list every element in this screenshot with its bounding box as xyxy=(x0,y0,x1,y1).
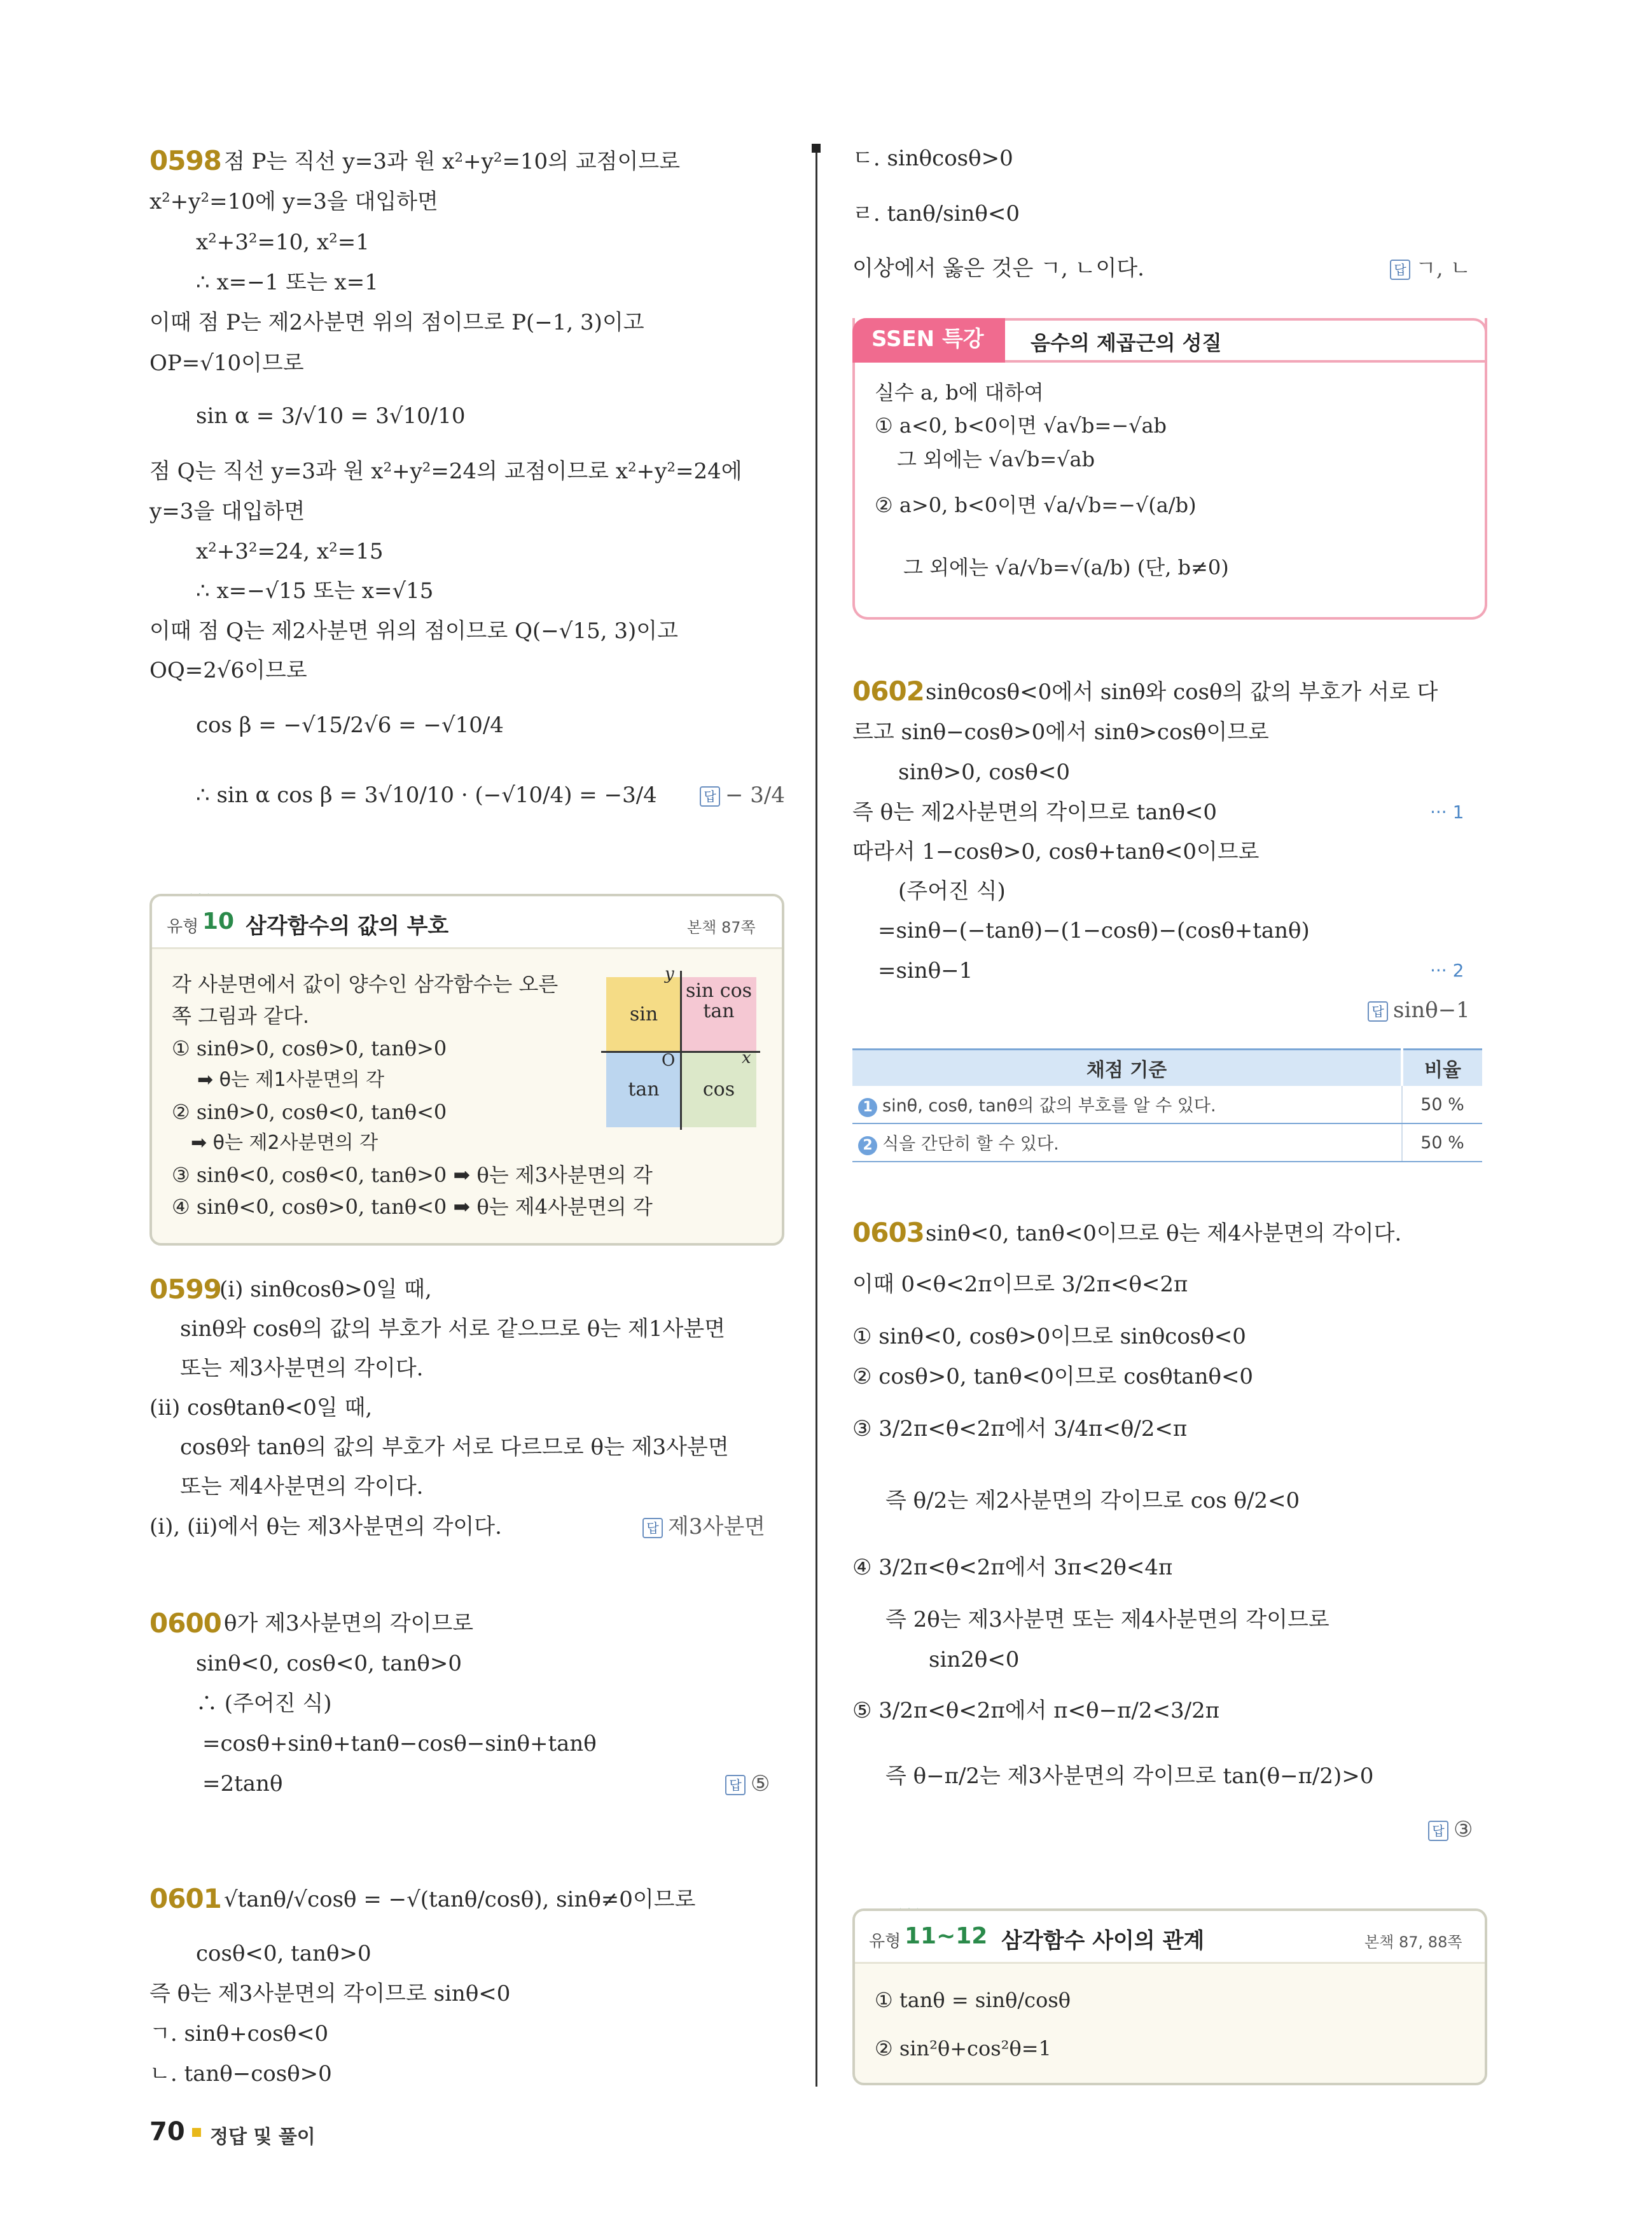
ssen-title: 음수의 제곱근의 성질 xyxy=(1031,331,1222,355)
type-ref: 본책 87, 88쪽 xyxy=(1364,1933,1462,1951)
formula-line: sin α = 3/√10 = 3√10/10 xyxy=(196,403,466,429)
problem-number: 0603 xyxy=(852,1217,924,1248)
problem-number: 0599 xyxy=(149,1274,221,1305)
y-axis-label: y xyxy=(665,964,674,983)
answer-value: 제3사분면 xyxy=(668,1514,766,1539)
text-line: x²+y²=10에 y=3을 대입하면 xyxy=(149,189,438,214)
text-line: 그 외에는 √a√b=√ab xyxy=(897,447,1095,471)
text-line: ➡ θ는 제2사분면의 각 xyxy=(191,1132,378,1154)
answer xyxy=(1428,1814,1473,1845)
text-line: θ가 제3사분면의 각이므로 xyxy=(224,1611,474,1636)
answer-icon: 답 xyxy=(642,1518,663,1538)
text-line: =2tanθ xyxy=(202,1771,283,1797)
table-cell xyxy=(852,1086,1402,1123)
type-tag: 유형 xyxy=(869,1932,901,1951)
text-line: ㄴ. tanθ−cosθ>0 xyxy=(149,2061,332,2087)
grading-table xyxy=(852,1048,1482,1162)
text-line: (i), (ii)에서 θ는 제3사분면의 각이다. xyxy=(149,1514,502,1539)
text-line: OQ=2√6이므로 xyxy=(149,658,307,683)
x-axis-label: x xyxy=(742,1048,751,1067)
step-2-icon: 2 xyxy=(858,1136,877,1155)
answer-value: sinθ−1 xyxy=(1393,997,1470,1023)
text-line: 점 Q는 직선 y=3과 원 x²+y²=24의 교점이므로 x²+y²=24에 xyxy=(149,459,742,484)
answer-icon: 답 xyxy=(1428,1821,1448,1841)
formula-line: ㄹ. tanθ/sinθ<0 xyxy=(852,201,1020,226)
type-number: 11~12 xyxy=(905,1923,988,1949)
text-line: ∴ x=−1 또는 x=1 xyxy=(196,270,378,295)
text-line: x²+3²=24, x²=15 xyxy=(196,539,384,564)
text-line: ② cosθ>0, tanθ<0이므로 cosθtanθ<0 xyxy=(852,1364,1254,1389)
answer xyxy=(700,780,785,810)
type-number: 10 xyxy=(202,908,235,935)
formula-line: ④ 3/2π<θ<2π에서 3π<2θ<4π xyxy=(852,1555,1173,1580)
answer xyxy=(1390,253,1471,284)
formula-line: 즉 θ−π/2는 제3사분면의 각이므로 tan(θ−π/2)>0 xyxy=(885,1763,1374,1789)
formula-line: ⑤ 3/2π<θ<2π에서 π<θ−π/2<3/2π xyxy=(852,1698,1220,1723)
text-line: sinθ<0, cosθ<0, tanθ>0 xyxy=(196,1651,462,1676)
formula-line: ∴ sin α cos β = 3√10/10 · (−√10/4) = −3/4 xyxy=(196,782,657,808)
quadrant-1: sin cos tan xyxy=(681,977,756,1052)
text-line: 이상에서 옳은 것은 ㄱ, ㄴ이다. xyxy=(852,256,1144,281)
text-line: 그 외에는 √a/√b=√(a/b) (단, b≠0) xyxy=(903,555,1229,580)
text-line: 즉 2θ는 제3사분면 또는 제4사분면의 각이므로 xyxy=(885,1607,1329,1632)
text-line: 또는 제4사분면의 각이다. xyxy=(180,1474,424,1499)
formula-line: 이때 0<θ<2π이므로 3/2π<θ<2π xyxy=(852,1272,1188,1297)
answer-icon: 답 xyxy=(700,786,720,807)
answer xyxy=(642,1512,765,1542)
criterion-label: sinθ, cosθ, tanθ의 값의 부호를 알 수 있다. xyxy=(882,1096,1216,1116)
quadrant-3: tan xyxy=(606,1052,681,1127)
step-mark-1: ··· 1 xyxy=(1430,802,1464,823)
text-line: (ii) cosθtanθ<0일 때, xyxy=(149,1395,373,1421)
text-line: ② a>0, b<0이면 √a/√b=−√(a/b) xyxy=(875,493,1197,517)
text-line: sin2θ<0 xyxy=(929,1647,1020,1672)
type-title: 삼각함수의 값의 부호 xyxy=(246,914,449,939)
answer-value: ③ xyxy=(1454,1817,1473,1842)
step-mark-2: ··· 2 xyxy=(1430,960,1464,981)
text-line: 즉 θ는 제2사분면의 각이므로 tanθ<0 xyxy=(852,800,1218,825)
text-line: =sinθ−1 xyxy=(878,958,973,983)
criterion-label: 식을 간단히 할 수 있다. xyxy=(882,1134,1059,1154)
formula-line: ③ 3/2π<θ<2π에서 3/4π<θ/2<π xyxy=(852,1416,1188,1442)
text-line: 이때 점 P는 제2사분면 위의 점이므로 P(−1, 3)이고 xyxy=(149,310,644,335)
text-line: y=3을 대입하면 xyxy=(149,499,305,524)
quadrant-2: sin xyxy=(606,977,681,1052)
text-line: ㄱ. sinθ+cosθ<0 xyxy=(149,2021,329,2047)
text-line: 실수 a, b에 대하여 xyxy=(875,380,1044,405)
text-line: sinθ>0, cosθ<0 xyxy=(898,760,1070,785)
table-cell: 50 % xyxy=(1402,1123,1482,1162)
table-cell xyxy=(852,1123,1402,1162)
step-1-icon: 1 xyxy=(858,1098,877,1117)
text-line: 또는 제3사분면의 각이다. xyxy=(180,1356,424,1381)
formula-line: cos β = −√15/2√6 = −√10/4 xyxy=(196,712,504,738)
text-line: ① sinθ>0, cosθ>0, tanθ>0 xyxy=(172,1036,447,1060)
footer-label: 정답 및 풀이 xyxy=(210,2126,316,2148)
text-line: ∴ (주어진 식) xyxy=(196,1691,332,1716)
table-header-row xyxy=(852,1050,1482,1087)
answer-icon: 답 xyxy=(1390,260,1410,280)
table-row xyxy=(852,1123,1482,1162)
text-line: x²+3²=10, x²=1 xyxy=(196,230,370,255)
page-number: 70 xyxy=(149,2117,185,2146)
text-line: 따라서 1−cosθ>0, cosθ+tanθ<0이므로 xyxy=(852,839,1260,865)
answer-value: − 3/4 xyxy=(725,782,786,808)
text-line: sinθ와 cosθ의 값의 부호가 서로 같으므로 θ는 제1사분면 xyxy=(180,1316,726,1342)
problem-number: 0602 xyxy=(852,676,924,707)
table-row xyxy=(852,1086,1482,1123)
x-axis xyxy=(601,1051,760,1053)
origin-label: O xyxy=(662,1051,676,1070)
text-line: ② sinθ>0, cosθ<0, tanθ<0 xyxy=(172,1100,447,1124)
problem-number: 0598 xyxy=(149,145,221,176)
answer-value: ㄱ, ㄴ xyxy=(1415,256,1471,281)
problem-number: 0601 xyxy=(149,1883,221,1914)
answer-icon: 답 xyxy=(725,1775,746,1795)
text-line: 이때 점 Q는 제2사분면 위의 점이므로 Q(−√15, 3)이고 xyxy=(149,618,678,644)
type-ref: 본책 87쪽 xyxy=(687,919,756,936)
text-line: =sinθ−(−tanθ)−(1−cosθ)−(cosθ+tanθ) xyxy=(878,918,1310,943)
text-line: (i) sinθcosθ>0일 때, xyxy=(219,1277,432,1302)
text-line: ∴ x=−√15 또는 x=√15 xyxy=(196,578,434,604)
formula-line: √tanθ/√cosθ = −√(tanθ/cosθ), sinθ≠0이므로 xyxy=(224,1887,696,1912)
text-line: sinθcosθ<0에서 sinθ와 cosθ의 값의 부호가 서로 다 xyxy=(926,679,1438,705)
answer-value: ⑤ xyxy=(751,1771,770,1797)
text-line: ➡ θ는 제1사분면의 각 xyxy=(197,1069,385,1091)
text-line: ① sinθ<0, cosθ>0이므로 sinθcosθ<0 xyxy=(852,1324,1246,1349)
text-line: sinθ<0, tanθ<0이므로 θ는 제4사분면의 각이다. xyxy=(926,1221,1402,1246)
text-line: 르고 sinθ−cosθ>0에서 sinθ>cosθ이므로 xyxy=(852,719,1269,745)
text-line: ① a<0, b<0이면 √a√b=−√ab xyxy=(875,414,1167,438)
text-line: cosθ와 tanθ의 값의 부호가 서로 다르므로 θ는 제3사분면 xyxy=(180,1435,729,1460)
text-line: 각 사분면에서 값이 양수인 삼각함수는 오른 xyxy=(172,972,559,996)
y-axis xyxy=(680,971,682,1130)
divider-marker xyxy=(812,144,821,153)
quadrant-4: cos xyxy=(681,1052,756,1127)
answer xyxy=(725,1769,770,1799)
table-cell: 50 % xyxy=(1402,1086,1482,1123)
text-line: OP=√10이므로 xyxy=(149,351,304,376)
answer-icon: 답 xyxy=(1368,1001,1388,1022)
text-line: ③ sinθ<0, cosθ<0, tanθ>0 ➡ θ는 제3사분면의 각 xyxy=(172,1163,653,1187)
table-header: 비율 xyxy=(1402,1050,1482,1087)
text-line: ④ sinθ<0, cosθ>0, tanθ<0 ➡ θ는 제4사분면의 각 xyxy=(172,1195,653,1219)
footer-bullet xyxy=(192,2128,201,2137)
formula-line: ② sin²θ+cos²θ=1 xyxy=(875,2036,1052,2061)
text-line: (주어진 식) xyxy=(898,879,1006,904)
text-line: 쪽 그림과 같다. xyxy=(172,1004,309,1028)
text-line: cosθ<0, tanθ>0 xyxy=(196,1941,371,1966)
table-header: 채점 기준 xyxy=(852,1050,1402,1087)
problem-number: 0600 xyxy=(149,1608,221,1639)
ssen-tag: SSEN 특강 xyxy=(852,318,1005,363)
type-title: 삼각함수 사이의 관계 xyxy=(1001,1928,1205,1954)
formula-line: ① tanθ = sinθ/cosθ xyxy=(875,1988,1071,2012)
formula-line: 즉 θ/2는 제2사분면의 각이므로 cos θ/2<0 xyxy=(885,1488,1300,1513)
answer xyxy=(1368,995,1470,1025)
column-divider xyxy=(816,146,817,2087)
type-tag: 유형 xyxy=(167,917,199,936)
text-line: 점 P는 직선 y=3과 원 x²+y²=10의 교점이므로 xyxy=(224,149,681,174)
text-line: =cosθ+sinθ+tanθ−cosθ−sinθ+tanθ xyxy=(202,1731,597,1756)
text-line: 즉 θ는 제3사분면의 각이므로 sinθ<0 xyxy=(149,1981,511,2006)
text-line: ㄷ. sinθcosθ>0 xyxy=(852,146,1013,171)
